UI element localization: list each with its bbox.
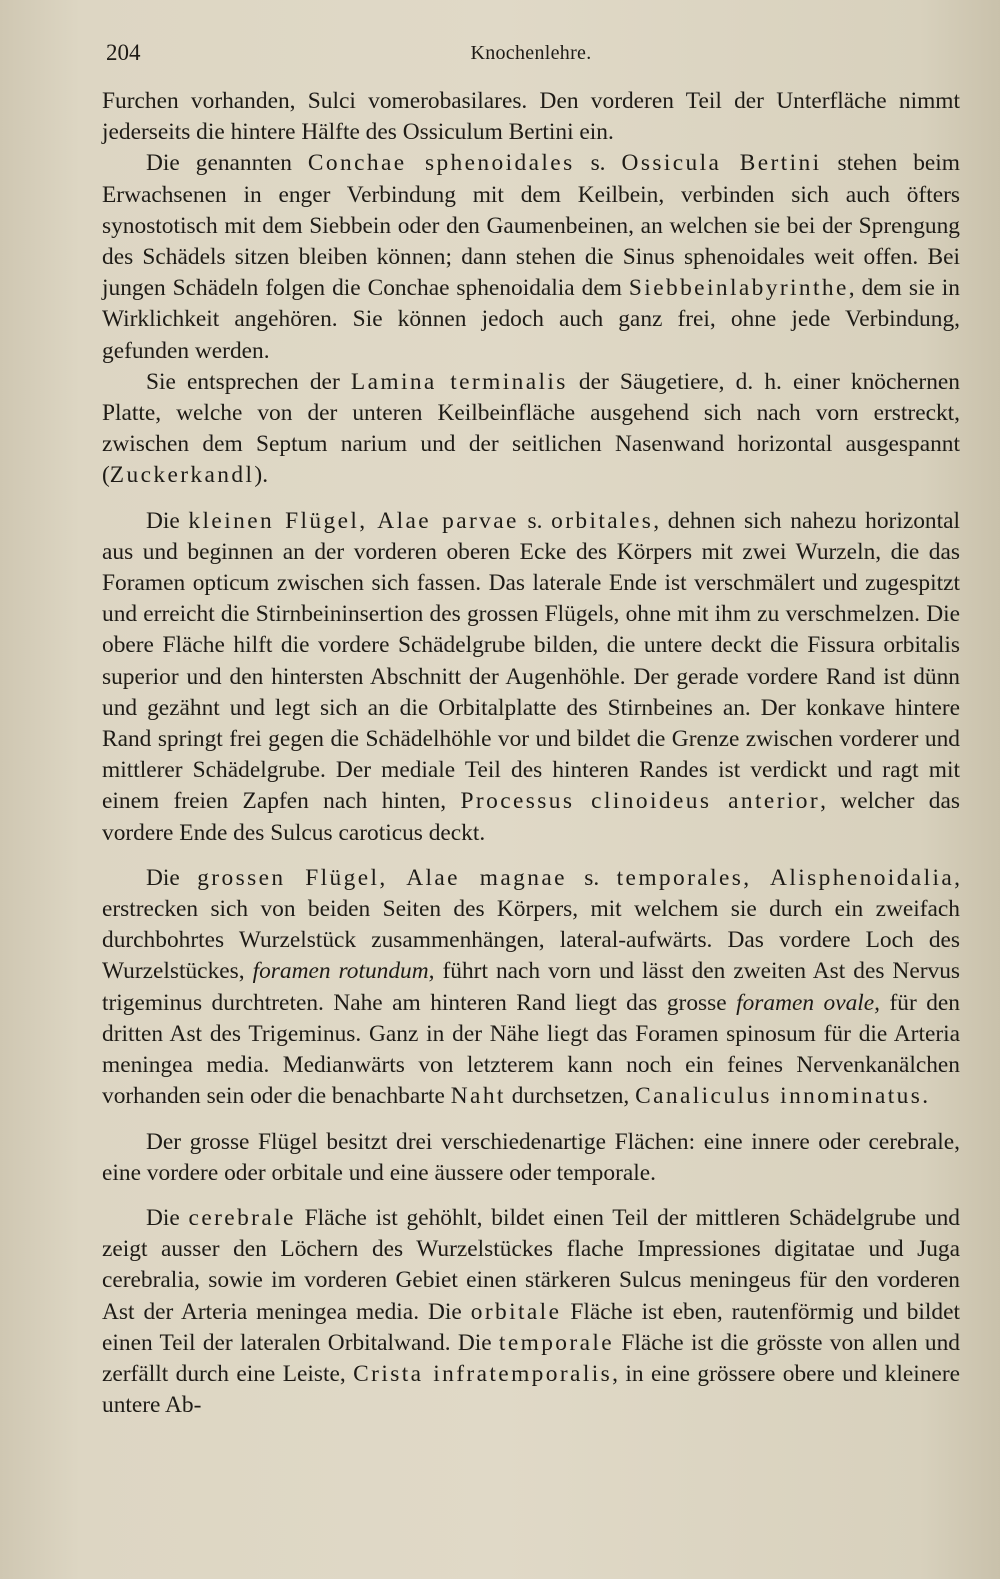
spaced-term: orbitale	[470, 1298, 562, 1325]
text-run: s.	[518, 507, 552, 534]
text-run: für den dritten Ast des Trigeminus. Ganz in der Nähe liegt das Foramen spinosum für die Arteria meningea media. Medianwärts von letzterem kann noch ein feines Nervenkanälchen vorhanden sein oder die benachbarte	[102, 989, 960, 1110]
paragraph	[102, 1203, 960, 1421]
text-run: .	[922, 1083, 929, 1110]
page-header	[102, 40, 960, 74]
spaced-term: grossen Flügel, Alae magnae	[197, 864, 567, 891]
spaced-term: temporales, Alisphenoidalia	[616, 864, 955, 891]
text-run: , dem sie in Wirklichkeit angehören. Sie können jedoch auch ganz frei, ohne jede Verbindung, gefunden werden.	[102, 275, 961, 364]
spaced-term: orbitales	[551, 507, 654, 534]
text-run: , in eine grössere obere und kleinere untere Ab-	[102, 1360, 960, 1419]
spaced-term: Processus clinoideus anterior	[460, 788, 821, 815]
spaced-term: temporale	[498, 1329, 615, 1356]
spaced-term: Naht	[450, 1083, 506, 1110]
text-run: Furchen vorhanden, Sulci vomerobasilares. Den vorderen Teil der Unterfläche nimmt jederseits die hintere Hälfte des Ossiculum Bertini ein.	[102, 88, 960, 146]
spaced-term: kleinen Flügel, Alae parvae	[188, 507, 519, 534]
spaced-term: cerebrale	[188, 1204, 296, 1231]
text-run: s.	[566, 864, 617, 891]
spaced-term: Siebbeinlabyrinthe	[628, 275, 849, 302]
spaced-term: Crista infratemporalis	[353, 1360, 613, 1387]
text-run: , welcher das vordere Ende des Sulcus caroticus deckt.	[102, 788, 960, 846]
text-run: Die	[146, 864, 198, 891]
page-number: 204	[106, 40, 141, 65]
italic-term: foramen ovale,	[736, 989, 881, 1016]
spaced-term: Conchae sphenoidales	[307, 150, 575, 177]
text-run: Fläche ist gehöhlt, bildet einen Teil der mittleren Schädelgrube und zeigt ausser den Löchern des Wurzelstückes flache Impressiones digitatae und Juga cerebralia, sowie im vorderen Gebiet einen stärkeren Sulcus meningeus für den vorderen Ast der Arteria meningea media. Die	[102, 1204, 961, 1325]
text-run: führt nach vorn und lässt den zweiten Ast des Nervus trigeminus durchtreten. Nahe am hinteren Rand liegt das grosse	[102, 958, 960, 1016]
spaced-term: Zuckerkandl	[109, 462, 255, 489]
text-run: ).	[254, 462, 269, 489]
text-run: Die genannten	[146, 150, 308, 177]
text-run: der Säugetiere, d. h. einer knöchernen Platte, welche von der unteren Keilbeinfläche ausgehend sich nach vorn erstreckt, zwischen dem Septum narium und der seitlichen Nasenwand horizontal ausgespannt (	[102, 368, 960, 489]
paragraph	[102, 148, 960, 366]
running-title: Knochenlehre.	[470, 42, 592, 64]
text-run: , dehnen sich nahezu horizontal aus und beginnen an der vorderen oberen Ecke des Körpers mit zwei Wurzeln, die das Foramen opticum zwischen sich fassen. Das laterale Ende ist verschmälert und zugespitzt und erreicht die Stirnbeininsertion des grossen Flügels, ohne mit ihm zu verschmelzen. Die obere Fläche hilft die vordere Schädelgrube bilden, die untere deckt die Fissura orbitalis superior und den hintersten Abschnitt der Augenhöhle. Der gerade vordere Rand ist dünn und gezähnt und legt sich an die Orbitalplatte des Stirnbeines an. Der konkave hintere Rand springt frei gegen die Schädelhöhle vor und bildet die Grenze zwischen vorderer und mittlerer Schädelgrube. Der mediale Teil des hinteren Randes ist verdickt und ragt mit einem freien Zapfen nach hinten,	[102, 507, 960, 815]
text-run: Fläche ist die grösste von allen und zerfällt durch eine Leiste,	[102, 1329, 960, 1387]
paragraph	[102, 506, 960, 849]
paragraph	[102, 367, 960, 492]
paragraph	[102, 86, 960, 148]
spaced-term: Ossicula Bertini	[621, 150, 822, 177]
text-run: , erstrecken sich von beiden Seiten des Körpers, mit welchem sie durch ein zweifach durchbohrtes Wurzelstück zusammenhängen, lateral-aufwärts. Das vordere Loch des Wurzelstückes,	[102, 864, 961, 985]
text-run: Fläche ist eben, rautenförmig und bildet einen Teil der lateralen Orbitalwand. Die	[102, 1298, 960, 1356]
text-run: Die	[146, 1204, 189, 1231]
spaced-term: Canaliculus innominatus	[635, 1083, 923, 1110]
spaced-term: Lamina terminalis	[350, 368, 568, 395]
italic-term: foramen rotundum,	[252, 958, 435, 985]
body-text	[102, 86, 960, 1421]
text-run: Die	[146, 507, 189, 534]
text-run: stehen beim Erwachsenen in enger Verbindung mit dem Keilbein, verbinden sich auch öfters synostotisch mit dem Siebbein oder den Gaumenbeinen, an welchen sie bei der Sprengung des Schädels sitzen bleiben können; dann stehen die Sinus sphenoidales weit offen. Bei jungen Schädeln folgen die Conchae sphenoidalia dem	[102, 150, 960, 302]
text-run: Sie entsprechen der	[146, 368, 351, 395]
paragraph	[102, 1127, 960, 1189]
text-run: durchsetzen,	[505, 1083, 636, 1110]
text-run: Der grosse Flügel besitzt drei verschiedenartige Flächen: eine innere oder cerebrale, eine vordere oder orbitale und eine äussere oder temporale.	[102, 1128, 960, 1186]
text-run: s.	[574, 150, 622, 177]
paragraph	[102, 863, 960, 1113]
